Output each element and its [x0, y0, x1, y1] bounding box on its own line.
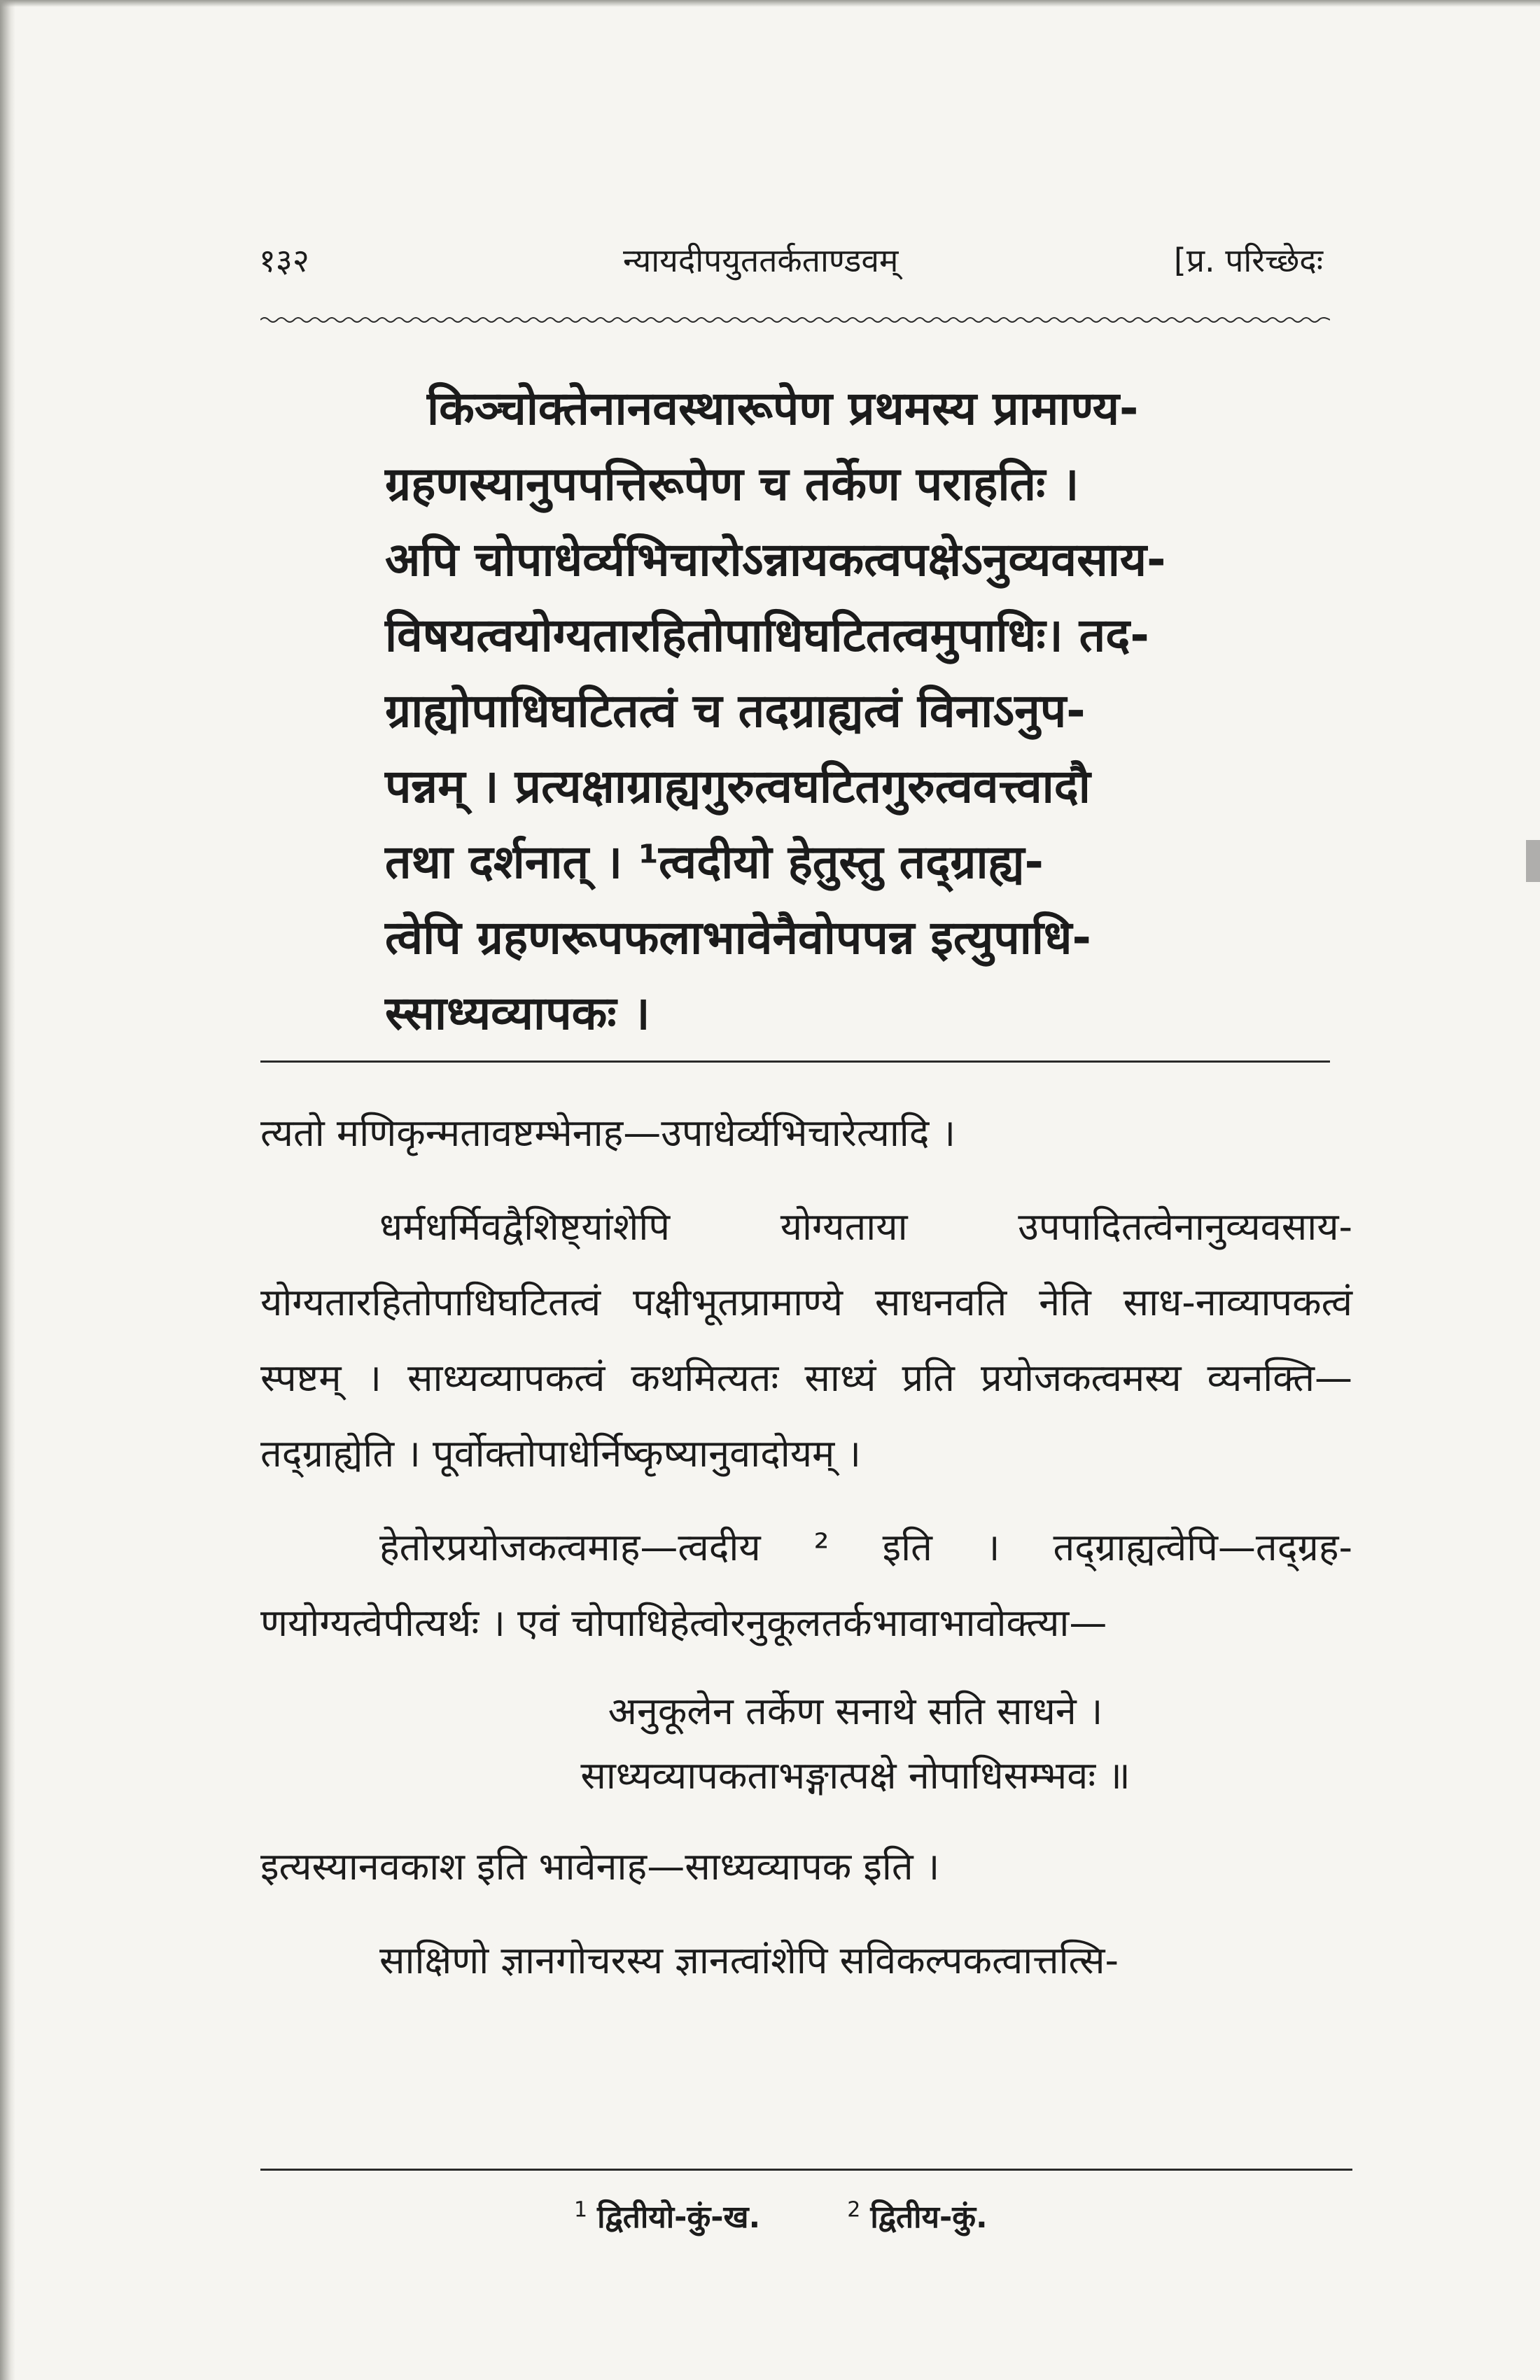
footnotes — [574, 2194, 1204, 2236]
binding-shadow — [0, 0, 15, 2380]
mula-line: त्वेपि ग्रहणरूपफलाभावेनैवोपपन्न इत्युपाधि- — [385, 911, 1091, 965]
mula-line: तथा दर्शनात् । ¹त्वदीयो हेतुस्तु तद्ग्राह्य- — [385, 835, 1044, 889]
page-number: १३२ — [259, 241, 309, 279]
mula-line: ग्रहणस्यानुपपत्तिरूपेण च तर्केण पराहतिः । — [385, 457, 1079, 511]
footnote-text: द्वितीय-कुं. — [870, 2199, 988, 2235]
commentary-paragraph: धर्मधर्मिवद्वैशिष्ट्यांशेपि योग्यताया उपपादितत्वेनानुव्यवसाय-योग्यतारहितोपाधिघटितत्वं पक्षीभूतप्रामाण्ये साधनवति नेति साध-नाव्यापकत्वं स्पष्टम् । साध्यव्यापकत्वं कथमित्यतः साध्यं प्रति प्रयोजकत्वमस्य व्यनक्ति—तद्ग्राह्येति । पूर्वोक्तोपाधेर्निष्कृष्यानुवादोयम् । — [260, 1205, 1352, 1476]
mula-line: स्साध्यव्यापकः । — [385, 986, 650, 1040]
mula-commentary-divider — [260, 1060, 1330, 1063]
mula-line: किञ्चोक्तेनानवस्थारूपेण प्रथमस्य प्रामाण्य- — [427, 382, 1139, 435]
page-top-edge — [0, 0, 1540, 7]
quoted-verse — [260, 1679, 1352, 1808]
header-wavy-rule — [260, 314, 1330, 326]
verse-line: अनुकूलेन तर्केण सनाथे सति साधने । — [608, 1689, 1103, 1733]
commentary-paragraph: त्यतो मणिकृन्मतावष्टम्भेनाह—उपाधेर्व्यभिचारेत्यादि । — [260, 1111, 956, 1155]
mula-line: ग्राह्योपाधिघटितत्वं च तदग्राह्यत्वं विनाऽनुप- — [385, 684, 1086, 738]
verse-line: साध्यव्यापकताभङ्गात्पक्षे नोपाधिसम्भवः ॥ — [580, 1754, 1130, 1798]
commentary-paragraph: साक्षिणो ज्ञानगोचरस्य ज्ञानत्वांशेपि सविकल्पकत्वात्तत्सि- — [379, 1938, 1119, 1982]
running-title: न्यायदीपयुततर्कताण्डवम् — [623, 241, 899, 279]
page-edge-mark — [1526, 840, 1540, 882]
footnote-2 — [847, 2199, 988, 2235]
mula-line: विषयत्वयोग्यतारहितोपाधिघटितत्वमुपाधिः। तद- — [385, 608, 1149, 662]
footnote-marker: 1 — [574, 2197, 588, 2222]
page-header — [259, 238, 1330, 294]
footnote-1 — [574, 2199, 760, 2235]
mula-line: अपि चोपाधेर्व्यभिचारोऽन्नायकत्वपक्षेऽनुव्यवसाय- — [385, 533, 1166, 587]
footnote-text: द्वितीयो-कुं-ख. — [597, 2199, 761, 2235]
commentary-block — [260, 1096, 1352, 2017]
footnote-divider — [260, 2169, 1352, 2171]
commentary-paragraph: इत्यस्यानवकाश इति भावेनाह—साध्यव्यापक इति । — [260, 1844, 940, 1889]
footnote-marker: 2 — [847, 2197, 861, 2222]
mula-line: पन्नम् । प्रत्यक्षाग्राह्यगुरुत्वघटितगुरुत्ववत्त्वादौ — [385, 760, 1091, 813]
commentary-paragraph: हेतोरप्रयोजकत्वमाह—त्वदीय ² इति । तद्ग्राह्यत्वेपि—तद्ग्रह-णयोग्यत्वेपीत्यर्थः । एवं चोपाधिहेत्वोरनुकूलतर्कभावाभावोक्त्या— — [260, 1525, 1352, 1645]
section-label: [प्र. परिच्छेदः — [1173, 241, 1323, 279]
mula-text-block — [385, 371, 1330, 1051]
